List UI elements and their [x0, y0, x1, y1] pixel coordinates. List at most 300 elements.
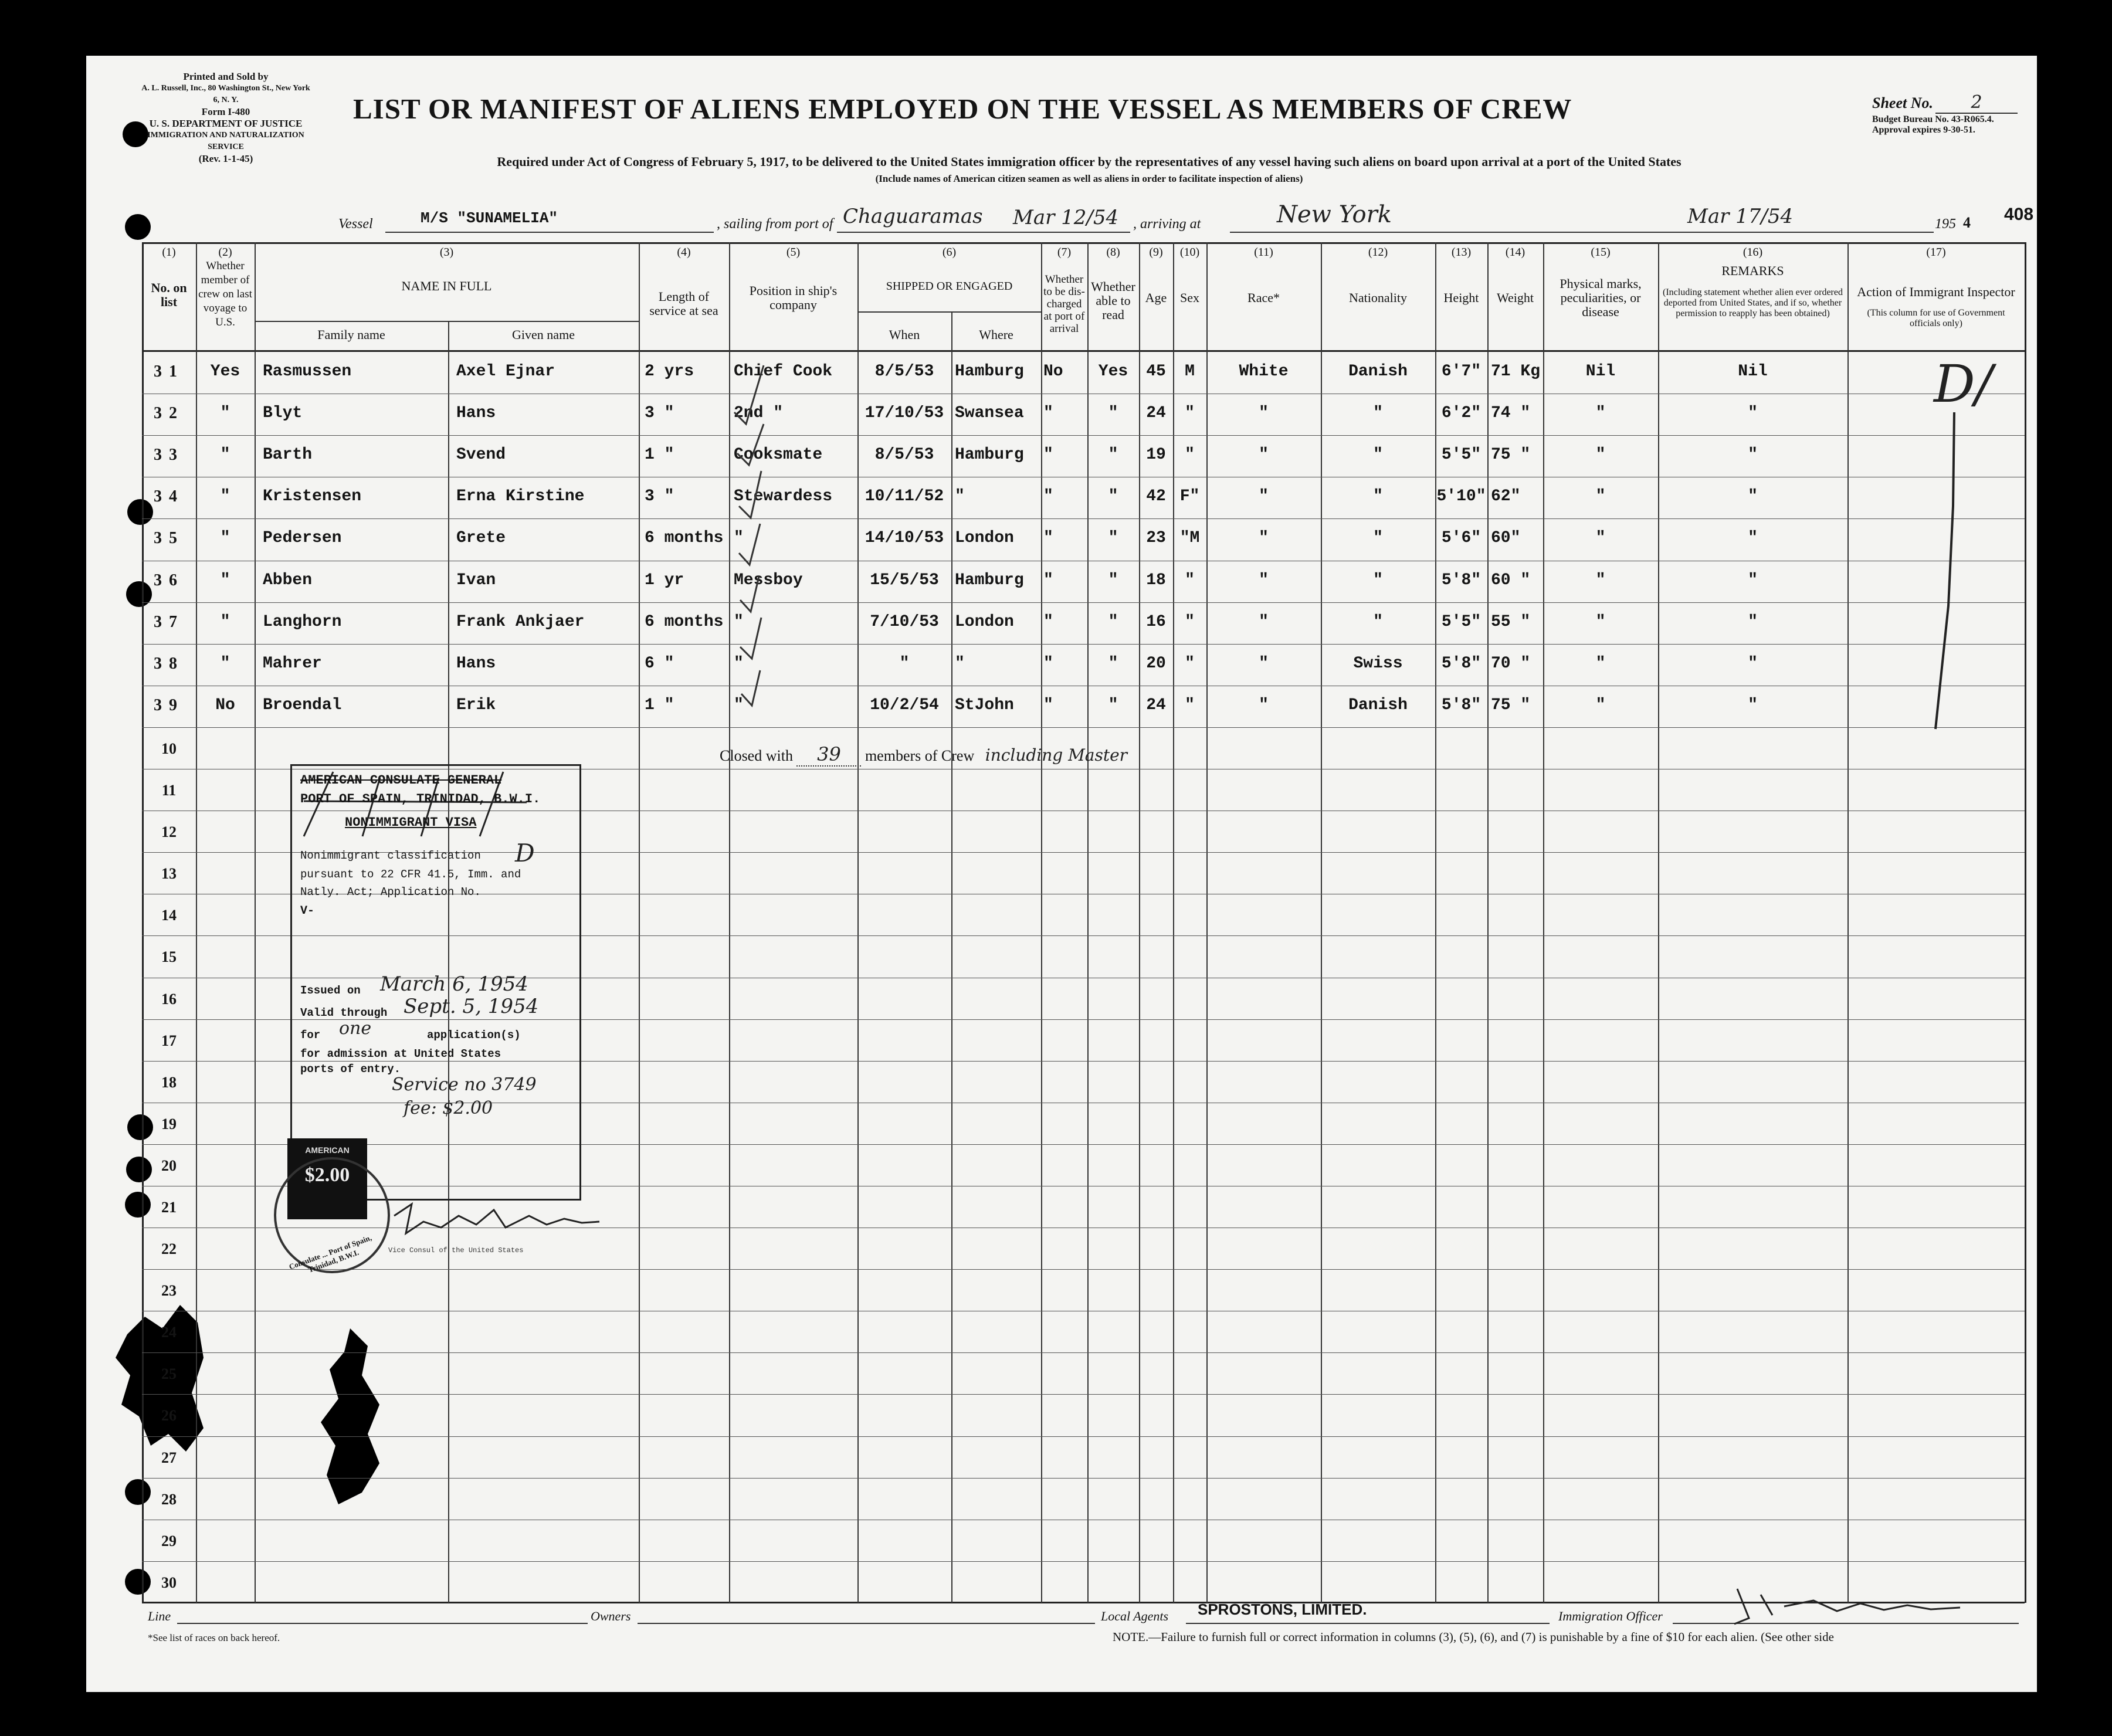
header-shipped-engaged: SHIPPED OR ENGAGED [886, 280, 1013, 293]
cell-nat: " [1373, 571, 1383, 589]
cell-family: Barth [263, 446, 313, 464]
row-number: 24 [161, 1324, 177, 1341]
cell-age: 45 [1146, 362, 1166, 381]
cell-family: Langhorn [263, 613, 342, 631]
cell-height: 5'8" [1441, 696, 1482, 714]
cell-position: " [734, 696, 744, 714]
punch-hole [125, 214, 151, 240]
budget-line: Budget Bureau No. 43-R065.4. [1872, 114, 1994, 124]
cell-last: " [220, 529, 230, 547]
stamp-issued-label: Issued on [300, 984, 361, 997]
consul-signature [388, 1192, 611, 1251]
visa-stamp [290, 764, 581, 1201]
cell-when: 7/10/53 [870, 613, 939, 631]
row-number: 25 [161, 1365, 177, 1382]
cell-position: " [734, 655, 744, 673]
cell-position: Chief Cook [734, 362, 833, 381]
cell-weight: 62" [1491, 487, 1521, 506]
grid-row-line [142, 1478, 2025, 1479]
cell-given: Hans [456, 655, 496, 673]
cell-given: Svend [456, 446, 506, 464]
row-number: 10 [161, 740, 177, 757]
stamp-classification-label: Nonimmigrant classification [300, 849, 481, 862]
cell-last: " [220, 571, 230, 589]
cell-given: Axel Ejnar [456, 362, 555, 381]
row-number: 28 [161, 1491, 177, 1508]
year-digit: 4 [1963, 214, 1971, 231]
cell-age: 19 [1146, 446, 1166, 464]
cell-race: " [1259, 529, 1269, 547]
cell-race: " [1259, 487, 1269, 506]
page-stamp-number: 408 [2004, 205, 2034, 224]
budget-info [1872, 114, 1994, 135]
cell-service: 6 months [645, 529, 724, 547]
cell-last: " [220, 487, 230, 506]
fee-stamp-value: $2.00 [304, 1164, 350, 1186]
grid-column-line [639, 242, 640, 1603]
printer-line: (Rev. 1-1-45) [198, 153, 253, 164]
cell-read: " [1108, 487, 1118, 506]
cell-nat: " [1373, 487, 1383, 506]
col-num: (17) [1926, 246, 1946, 259]
stamp-fee: fee: $2.00 [404, 1098, 493, 1118]
col-num: (14) [1505, 246, 1525, 259]
printer-line: IMMIGRATION AND NATURALIZATION SERVICE [147, 131, 304, 151]
vessel-line [338, 201, 2034, 233]
cell-service: 1 yr [645, 571, 684, 589]
cell-position: Cooksmate [734, 446, 823, 464]
header-bottom-border [142, 350, 2025, 352]
cell-last: " [220, 446, 230, 464]
row-number: 30 [161, 1574, 177, 1591]
year-label: 195 [1935, 216, 1956, 232]
sailing-port: Chaguaramas [843, 205, 983, 228]
cell-disch: " [1043, 529, 1053, 547]
cell-where: StJohn [955, 696, 1014, 714]
sheet-label: Sheet No. [1872, 94, 1933, 111]
budget-line: Approval expires 9-30-51. [1872, 125, 1975, 135]
cell-height: 5'8" [1441, 571, 1482, 589]
cell-no: 35 [154, 529, 184, 547]
cell-age: 42 [1146, 487, 1166, 506]
cell-weight: 74 " [1491, 404, 1531, 422]
fee-stamp-top: AMERICAN [305, 1145, 350, 1155]
row-number: 27 [161, 1449, 177, 1466]
cell-remarks: " [1748, 404, 1758, 422]
cell-where: Swansea [955, 404, 1024, 422]
sailing-label: , sailing from port of [717, 216, 833, 232]
cell-read: " [1108, 696, 1118, 714]
cell-remarks: " [1748, 446, 1758, 464]
cell-when: 8/5/53 [874, 362, 934, 381]
row-number: 20 [161, 1157, 177, 1174]
cell-remarks: " [1748, 487, 1758, 506]
cell-height: 5'5" [1441, 446, 1482, 464]
cell-race: " [1259, 446, 1269, 464]
stamp-visa-type: NONIMMIGRANT VISA [345, 815, 477, 830]
cell-race: " [1259, 696, 1269, 714]
cell-position: 2nd " [734, 404, 784, 422]
col-num: (13) [1451, 246, 1472, 259]
cell-when: 15/5/53 [870, 571, 939, 589]
row-number: 15 [161, 948, 177, 965]
cell-weight: 60" [1491, 529, 1521, 547]
cell-height: 6'7" [1441, 362, 1482, 381]
header-sex: Sex [1180, 290, 1199, 305]
inspector-mark: D/ [1934, 354, 1993, 414]
header-when: When [889, 327, 920, 342]
cell-race: " [1259, 571, 1269, 589]
cell-disch: " [1043, 696, 1053, 714]
cell-where: Hamburg [955, 446, 1024, 464]
stamp-service-no: Service no 3749 [392, 1074, 537, 1095]
cell-service: 6 months [645, 613, 724, 631]
stamp-admission: for admission at United States [300, 1047, 501, 1060]
cell-given: Grete [456, 529, 506, 547]
header-discharged: Whether to be dis-charged at port of arrival [1043, 273, 1085, 335]
col-num: (6) [942, 246, 957, 259]
cell-when: 17/10/53 [865, 404, 944, 422]
grid-row-line [142, 727, 2025, 728]
manifest-sheet [86, 56, 2037, 1692]
cell-where: Hamburg [955, 571, 1024, 589]
footer [142, 1601, 2025, 1677]
cell-service: 1 " [645, 446, 674, 464]
footer-races-note: *See list of races on back hereof. [148, 1632, 280, 1643]
cell-family: Pedersen [263, 529, 342, 547]
stamp-valid-label: Valid through [300, 1006, 388, 1019]
cell-no: 39 [154, 696, 184, 714]
cell-where: London [955, 613, 1014, 631]
grid-row-line [142, 435, 2025, 436]
cell-position: " [734, 613, 744, 631]
cell-position: " [734, 529, 744, 547]
cell-age: 20 [1146, 655, 1166, 673]
grid-row-line [142, 1352, 2025, 1353]
header-remarks: REMARKS [1721, 263, 1784, 278]
cell-remarks: " [1748, 529, 1758, 547]
cell-service: 1 " [645, 696, 674, 714]
closing-count: 39 [796, 743, 861, 767]
grid-row-line [142, 1394, 2025, 1395]
cell-disch: No [1043, 362, 1063, 381]
row-number: 22 [161, 1240, 177, 1257]
stamp-issued: March 6, 1954 [380, 972, 528, 996]
col-num: (5) [786, 246, 801, 259]
cell-given: Erik [456, 696, 496, 714]
header-position: Position in ship's company [749, 283, 838, 312]
row-number: 13 [161, 865, 177, 882]
cell-last: No [215, 696, 235, 714]
cell-read: Yes [1098, 362, 1128, 381]
cell-disch: " [1043, 446, 1053, 464]
row-number: 11 [161, 782, 177, 799]
cell-when: 14/10/53 [865, 529, 944, 547]
cell-when: 8/5/53 [874, 446, 934, 464]
cell-weight: 75 " [1491, 696, 1531, 714]
cell-age: 16 [1146, 613, 1166, 631]
sailing-date: Mar 12/54 [1013, 206, 1119, 229]
cell-height: 5'5" [1441, 613, 1482, 631]
cell-given: Ivan [456, 571, 496, 589]
row-number: 21 [161, 1199, 177, 1216]
header-inspector-note: (This column for use of Government officials only) [1867, 308, 2005, 328]
stamp-for-label: for [300, 1029, 321, 1042]
cell-sex: M [1185, 362, 1195, 381]
cell-marks: " [1595, 529, 1606, 547]
col-num: (15) [1591, 246, 1611, 259]
immigration-officer-signature [1725, 1583, 1972, 1630]
cell-sex: F" [1179, 487, 1200, 506]
header-where: Where [979, 327, 1013, 342]
arriving-label: , arriving at [1133, 216, 1201, 232]
cell-weight: 71 Kg [1491, 362, 1541, 381]
cell-sex: " [1185, 446, 1195, 464]
cell-sex: " [1185, 571, 1195, 589]
cell-sex: "M [1179, 529, 1200, 547]
footer-line-field [177, 1623, 588, 1624]
cell-when: 10/11/52 [865, 487, 944, 506]
crew-table [142, 242, 2025, 1603]
shipped-subheader-line [857, 311, 1041, 313]
cell-no: 34 [154, 487, 184, 506]
arriving-port: New York [1277, 201, 1392, 228]
footer-agents-label: Local Agents [1101, 1609, 1169, 1623]
cell-no: 36 [154, 571, 184, 589]
row-number: 29 [161, 1532, 177, 1549]
grid-column-line [2025, 242, 2026, 1603]
col-num: (8) [1106, 246, 1120, 259]
cell-family: Blyt [263, 404, 303, 422]
printer-line: A. L. Russell, Inc., 80 Washington St., New York 6, N. Y. [141, 84, 310, 104]
row-number: 17 [161, 1032, 177, 1049]
stamp-valid: Sept. 5, 1954 [404, 995, 539, 1018]
cell-read: " [1108, 529, 1118, 547]
cell-remarks: " [1748, 696, 1758, 714]
cell-weight: 55 " [1491, 613, 1531, 631]
cell-disch: " [1043, 404, 1053, 422]
cell-service: 3 " [645, 487, 674, 506]
grid-column-line [1847, 242, 1849, 1603]
printer-line: Printed and Sold by [183, 71, 269, 82]
sheet-value: 2 [1935, 92, 2018, 114]
cell-marks: " [1595, 655, 1606, 673]
cell-disch: " [1043, 571, 1053, 589]
cell-family: Broendal [263, 696, 342, 714]
cell-marks: " [1595, 487, 1606, 506]
grid-column-line [951, 311, 952, 1603]
header-no-on-list: No. on list [151, 280, 187, 309]
check-marks [705, 354, 787, 764]
cell-race: White [1239, 362, 1289, 381]
cell-where: Hamburg [955, 362, 1024, 381]
cell-marks: " [1595, 571, 1606, 589]
cell-weight: 70 " [1491, 655, 1531, 673]
row-number: 18 [161, 1074, 177, 1091]
cell-no: 31 [154, 362, 184, 381]
row-number: 19 [161, 1115, 177, 1133]
cell-read: " [1108, 571, 1118, 589]
cell-marks: " [1595, 613, 1606, 631]
sheet-number [1872, 92, 2018, 114]
cell-nat: " [1373, 529, 1383, 547]
cell-age: 18 [1146, 571, 1166, 589]
grid-row-line [142, 1561, 2025, 1562]
cell-family: Rasmussen [263, 362, 352, 381]
header-last-voyage: Whether member of crew on last voyage to U.S. [198, 260, 252, 328]
vessel-underline [385, 232, 714, 233]
cell-race: " [1259, 613, 1269, 631]
cell-where: London [955, 529, 1014, 547]
col-num: (4) [677, 246, 691, 259]
cell-disch: " [1043, 487, 1053, 506]
inspector-bracket-line [1931, 412, 1960, 741]
cell-given: Hans [456, 404, 496, 422]
closing-suffix: members of Crew [865, 747, 975, 764]
subtitle: Required under Act of Congress of February 5, 1917, to be delivered to the United States immigration officer by the representatives of any vessel having such aliens on board upon arrival at a port of the United States [497, 154, 1682, 169]
col-num: (3) [439, 246, 454, 259]
stamp-for-value: one [339, 1018, 372, 1039]
cell-no: 33 [154, 446, 184, 464]
stamp-classification: D [515, 839, 535, 867]
printer-line: U. S. DEPARTMENT OF JUSTICE [149, 118, 303, 129]
cell-last: " [220, 404, 230, 422]
document-title: LIST OR MANIFEST OF ALIENS EMPLOYED ON THE VESSEL AS MEMBERS OF CREW [353, 93, 1572, 125]
header-able-to-read: Whether able to read [1091, 279, 1135, 322]
footer-note: NOTE.—Failure to furnish full or correct information in columns (3), (5), (6), and (7) is punishable by a fine of $10 for each alien. (See other side [1113, 1630, 1834, 1644]
cell-race: " [1259, 655, 1269, 673]
grid-row-line [142, 518, 2025, 519]
header-age: Age [1145, 290, 1167, 305]
col-num: (10) [1179, 246, 1200, 259]
cell-remarks: " [1748, 655, 1758, 673]
cell-sex: " [1185, 655, 1195, 673]
seal-text: Consulate ... Port of Spain, Trinidad, B.W.I. [287, 1233, 373, 1274]
cell-sex: " [1185, 404, 1195, 422]
cell-age: 23 [1146, 529, 1166, 547]
cell-no: 38 [154, 655, 184, 673]
cell-where: " [955, 487, 965, 506]
cell-sex: " [1185, 696, 1195, 714]
closing-including: including Master [985, 745, 1128, 765]
header-height: Height [1443, 290, 1479, 305]
cell-nat: Danish [1348, 362, 1408, 381]
cell-given: Erna Kirstine [456, 487, 585, 506]
row-number: 14 [161, 907, 177, 924]
header-name-in-full: NAME IN FULL [401, 279, 492, 293]
cell-marks: " [1595, 696, 1606, 714]
header-physical-marks: Physical marks, peculiarities, or disease [1560, 276, 1642, 319]
cell-remarks: Nil [1738, 362, 1768, 381]
cell-height: 5'6" [1441, 529, 1482, 547]
cell-last: " [220, 613, 230, 631]
cell-remarks: " [1748, 613, 1758, 631]
cell-read: " [1108, 655, 1118, 673]
grid-row-line [142, 1269, 2025, 1270]
cell-marks: Nil [1585, 362, 1616, 381]
cell-remarks: " [1748, 571, 1758, 589]
cell-marks: " [1595, 404, 1606, 422]
col-num: (9) [1149, 246, 1163, 259]
cell-last: Yes [210, 362, 240, 381]
cell-family: Kristensen [263, 487, 362, 506]
cell-service: 2 yrs [645, 362, 694, 381]
consulate-seal [274, 1157, 390, 1273]
cell-position: Stewardess [734, 487, 833, 506]
vessel-label: Vessel [338, 216, 373, 232]
footer-owners-field [638, 1623, 1095, 1624]
name-subheader-line [255, 321, 639, 322]
cell-weight: 75 " [1491, 446, 1531, 464]
stamp-port: PORT OF SPAIN, TRINIDAD, B.W.I. [300, 792, 541, 806]
cell-position: Messboy [734, 571, 803, 589]
cell-nat: Danish [1348, 696, 1408, 714]
arriving-underline [1230, 232, 1934, 233]
cell-disch: " [1043, 613, 1053, 631]
consul-title: Vice Consul of the United States [388, 1246, 524, 1254]
cell-where: " [955, 655, 965, 673]
header-length-of-service: Length of service at sea [649, 289, 718, 318]
grid-row-line [142, 602, 2025, 603]
header-weight: Weight [1497, 290, 1534, 305]
cell-weight: 60 " [1491, 571, 1531, 589]
cell-age: 24 [1146, 404, 1166, 422]
cell-nat: " [1373, 613, 1383, 631]
col-num: (12) [1368, 246, 1388, 259]
grid-column-line [1487, 242, 1489, 1603]
footer-line-label: Line [148, 1609, 171, 1623]
stamp-applications: application(s) [427, 1029, 521, 1042]
footer-owners-label: Owners [591, 1609, 631, 1623]
cell-no: 37 [154, 613, 184, 631]
cell-height: 5'8" [1441, 655, 1482, 673]
header-nationality: Nationality [1349, 290, 1407, 305]
sailing-underline [837, 232, 1130, 233]
footer-agents-value: SPROSTONS, LIMITED. [1198, 1601, 1367, 1618]
cell-when: " [899, 655, 910, 673]
col-num: (1) [162, 246, 176, 259]
cell-read: " [1108, 446, 1118, 464]
stamp-natly: Natly. Act; Application No. [300, 886, 481, 898]
cell-race: " [1259, 404, 1269, 422]
cell-marks: " [1595, 446, 1606, 464]
grid-row-line [142, 1436, 2025, 1437]
cell-sex: " [1185, 613, 1195, 631]
cell-nat: " [1373, 404, 1383, 422]
cell-service: 6 " [645, 655, 674, 673]
cell-when: 10/2/54 [870, 696, 939, 714]
footer-agents-field [1186, 1623, 1550, 1624]
vessel-name: M/S "SUNAMELIA" [421, 209, 558, 227]
printer-line: Form I-480 [201, 106, 250, 117]
col-num: (16) [1743, 246, 1763, 259]
cell-nat: " [1373, 446, 1383, 464]
cell-last: " [220, 655, 230, 673]
cell-read: " [1108, 613, 1118, 631]
cell-height: 6'2" [1441, 404, 1482, 422]
cell-read: " [1108, 404, 1118, 422]
subnote: (Include names of American citizen seamen as well as aliens in order to facilitate inspection of aliens) [875, 173, 1303, 184]
cell-disch: " [1043, 655, 1053, 673]
stamp-ports: ports of entry. [300, 1063, 401, 1076]
grid-column-line [1041, 242, 1042, 1603]
printer-info [138, 71, 314, 165]
row-number: 12 [161, 823, 177, 840]
row-number: 26 [161, 1407, 177, 1424]
cell-family: Mahrer [263, 655, 322, 673]
header-family-name: Family name [317, 327, 385, 342]
header-race: Race* [1247, 290, 1280, 305]
